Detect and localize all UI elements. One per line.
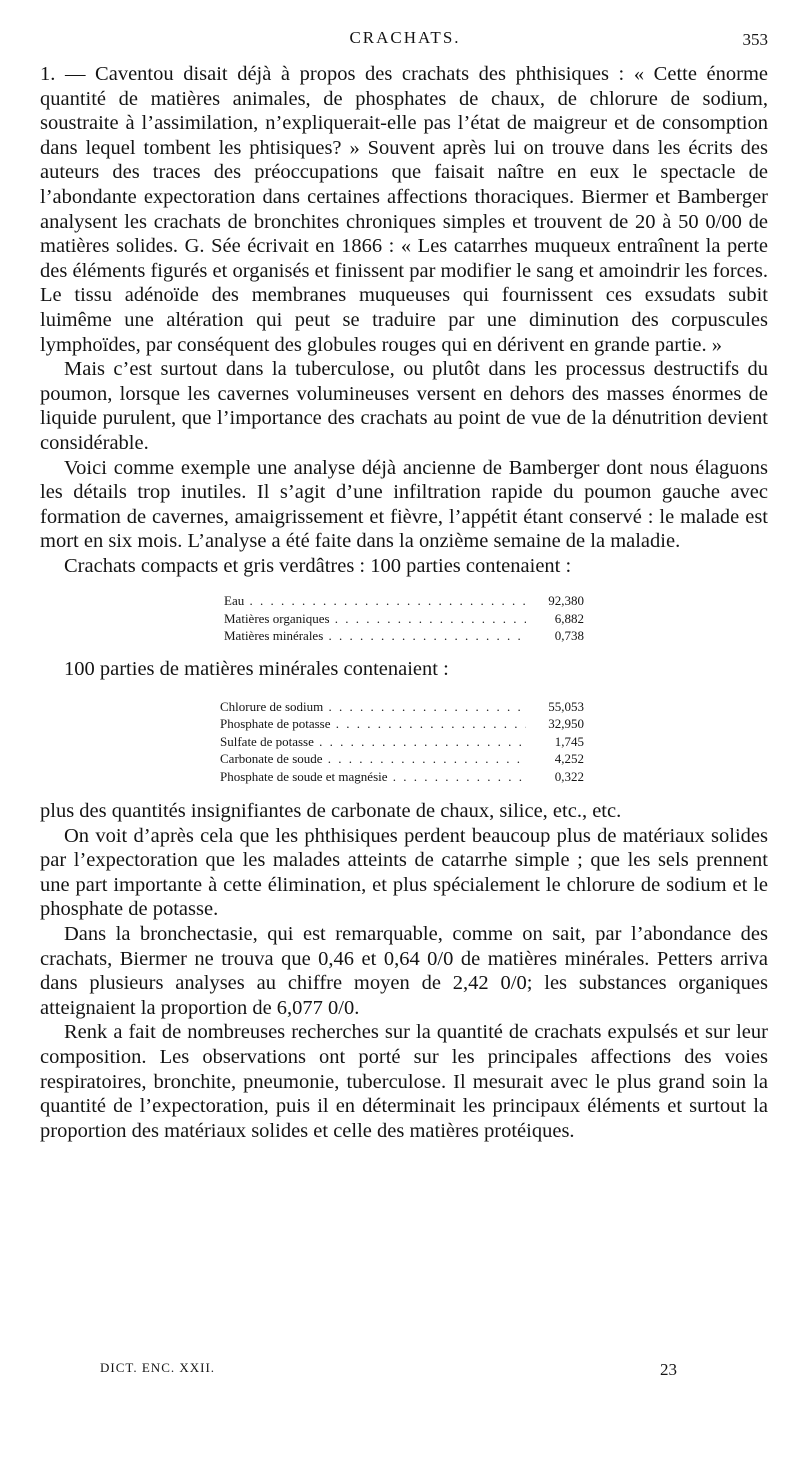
paragraph-renk: Renk a fait de nombreuses recherches sur la quantité de crachats expulsés et sur leur composition. Les observations ont porté sur les principales affections des voies respiratoires, bronchite, pneumonie, tuberculose. Il mesurait avec le plus grand soin la quantité de l’expectoration, puis il en déterminait les principaux éléments et surtout la proportion des matériaux solides et celle des matières protéiques. (40, 1021, 768, 1142)
table-label: Carbonate de soude . . . (220, 750, 526, 768)
running-title: CRACHATS. (349, 28, 461, 47)
table-value: 0,738 (554, 628, 584, 644)
table-row (224, 627, 584, 645)
table-value: 6,882 (554, 610, 584, 626)
table-label: Sulfate de potasse . . . (220, 733, 526, 751)
crachats-composition-table (224, 592, 584, 645)
table-row (220, 715, 584, 733)
table-row (220, 733, 584, 751)
paragraph-phthisiques: On voit d’après cela que les phthisiques perdent beaucoup plus de matériaux solides par l’expectoration que les malades atteints de catarrhe simple ; que les sels prennent une part importante à cette élimination, et plus spécialement le chlorure de sodium et le phosphate de potasse. (40, 824, 768, 921)
table-label: Matières organiques . . . (224, 610, 526, 628)
signature-mark: DICT. ENC. XXII. (100, 1360, 216, 1375)
table-value: 32,950 (548, 716, 584, 732)
paragraph-caventou: 1. — Caventou disait déjà à propos des crachats des phthisiques : « Cette énorme quantité de matières animales, de phosphates de chaux, de chlorure de sodium, soustraite à l’assimilation, n’expliquerait-elle pas l’état de maigreur et de consomption dans lequel tombent les phtisiques? » Souvent après lui on trouve dans les écrits des auteurs des traces des préoccupations que faisait naître en eux le spectacle de l’abondante expectoration dans certaines affections thoraciques. Biermer et Bamberger analysent les crachats de bronchites chroniques simples et trouvent de 20 à 50 0/00 de matières solides. G. Sée écrivait en 1866 : « Les catarrhes muqueux entraînent la perte des éléments figurés et organisés et finissent par modifier le sang et amoindrir les forces. Le tissu adénoïde des membranes muqueuses qui fournissent ces exsudats subit luimême une altération qui peut se traduire par une diminution des corpuscules lymphoïdes, par conséquent des globules rouges qui en dérivent en grande partie. » (40, 63, 768, 356)
paragraph-matieres-minerales: 100 parties de matières minérales contenaient : (64, 657, 449, 680)
table-value: 0,322 (554, 768, 584, 784)
paragraph-tuberculose: Mais c’est surtout dans la tuberculose, ou plutôt dans les processus destructifs du poumon, lorsque les cavernes volumineuses versent en dehors des masses énormes de liquide purulent, que l’importance des crachats au point de vue de la dénutrition devient considérable. (40, 358, 768, 454)
running-head (40, 28, 770, 52)
table-row (220, 768, 584, 786)
table-row (224, 592, 584, 610)
paragraph-quantites-insignifiantes: plus des quantités insignifiantes de carbonate de chaux, silice, etc., etc. (40, 800, 622, 823)
table-label: Matières minérales . . . (224, 627, 526, 645)
table-value: 55,053 (548, 698, 584, 714)
paragraph-crachats-compacts: Crachats compacts et gris verdâtres : 100 parties contenaient : (64, 554, 572, 577)
table-row (220, 750, 584, 768)
table-label: Chlorure de sodium . . . (220, 698, 526, 716)
paragraph-bronchectasie: Dans la bronchectasie, qui est remarquable, comme on sait, par l’abondance des crachats, Biermer ne trouva que 0,46 et 0,64 0/0 de matières minérales. Petters arriva dans plusieurs analyses au chiffre moyen de 2,42 0/0; les substances organiques atteignaient la proportion de 6,077 0/0. (40, 923, 768, 1019)
table-row (220, 698, 584, 716)
minerales-composition-table (220, 698, 584, 786)
table-label: Phosphate de soude et magnésie . . . (220, 768, 526, 786)
table-label: Phosphate de potasse . . . (220, 715, 526, 733)
page-footer (100, 1360, 740, 1384)
table-row (224, 610, 584, 628)
table-value: 4,252 (554, 751, 584, 767)
table-label: Eau . . . (224, 592, 526, 610)
sheet-number: 23 (660, 1360, 677, 1379)
table-value: 92,380 (548, 593, 584, 609)
page-number: 353 (742, 30, 768, 49)
paragraph-bamberger: Voici comme exemple une analyse déjà ancienne de Bamberger dont nous élaguons les détails trop inutiles. Il s’agit d’une infiltration rapide du poumon gauche avec formation de cavernes, amaigrissement et fièvre, l’appétit étant conservé : le malade est mort en six mois. L’analyse a été faite dans la onzième semaine de la maladie. (40, 456, 768, 553)
table-value: 1,745 (554, 733, 584, 749)
body-text (40, 62, 768, 1143)
